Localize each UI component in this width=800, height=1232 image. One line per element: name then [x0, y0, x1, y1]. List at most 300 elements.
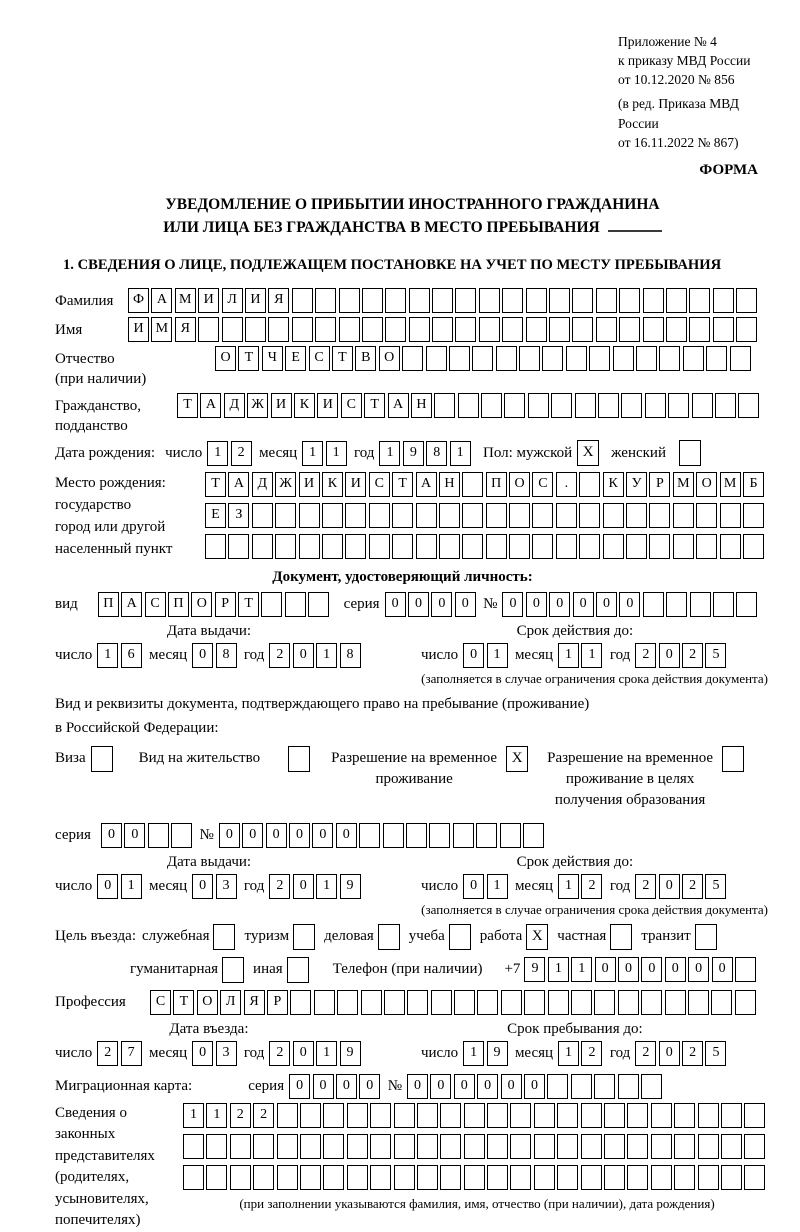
char-box[interactable]: 1: [558, 1041, 579, 1066]
char-box[interactable]: [245, 317, 266, 342]
char-box[interactable]: 0: [463, 643, 484, 668]
char-box[interactable]: [370, 1134, 391, 1159]
char-box[interactable]: К: [322, 472, 343, 497]
char-box[interactable]: [486, 503, 507, 528]
char-box[interactable]: [636, 346, 657, 371]
char-box[interactable]: [579, 472, 600, 497]
temp-residence-checkbox[interactable]: X: [506, 746, 528, 772]
char-box[interactable]: 0: [454, 1074, 475, 1099]
char-box[interactable]: 1: [97, 643, 118, 668]
char-box[interactable]: [299, 534, 320, 559]
char-box[interactable]: Т: [238, 346, 259, 371]
char-box[interactable]: [668, 393, 689, 418]
char-box[interactable]: 1: [581, 643, 602, 668]
char-box[interactable]: 2: [581, 1041, 602, 1066]
char-box[interactable]: 2: [682, 1041, 703, 1066]
temp-residence-edu-checkbox[interactable]: [722, 746, 744, 772]
char-box[interactable]: [519, 346, 540, 371]
char-box[interactable]: [500, 823, 521, 848]
char-box[interactable]: [369, 534, 390, 559]
char-box[interactable]: 3: [216, 874, 237, 899]
char-box[interactable]: И: [245, 288, 266, 313]
char-box[interactable]: 0: [659, 643, 680, 668]
char-box[interactable]: [534, 1134, 555, 1159]
char-box[interactable]: [337, 990, 358, 1015]
char-box[interactable]: [666, 592, 687, 617]
char-box[interactable]: [736, 317, 757, 342]
char-box[interactable]: [627, 1103, 648, 1128]
char-box[interactable]: 2: [635, 643, 656, 668]
char-box[interactable]: Л: [220, 990, 241, 1015]
char-box[interactable]: [621, 393, 642, 418]
char-box[interactable]: 2: [230, 1103, 251, 1128]
char-box[interactable]: [252, 503, 273, 528]
char-box[interactable]: 0: [463, 874, 484, 899]
char-box[interactable]: [735, 990, 756, 1015]
purpose-work-checkbox[interactable]: X: [526, 924, 548, 950]
char-box[interactable]: 1: [558, 874, 579, 899]
char-box[interactable]: 0: [430, 1074, 451, 1099]
char-box[interactable]: [394, 1103, 415, 1128]
char-box[interactable]: 1: [379, 441, 400, 466]
char-box[interactable]: [261, 592, 282, 617]
char-box[interactable]: [696, 503, 717, 528]
char-box[interactable]: [711, 990, 732, 1015]
char-box[interactable]: [627, 1165, 648, 1190]
char-box[interactable]: [594, 990, 615, 1015]
char-box[interactable]: С: [369, 472, 390, 497]
char-box[interactable]: 1: [206, 1103, 227, 1128]
char-box[interactable]: 0: [192, 1041, 213, 1066]
char-box[interactable]: [362, 317, 383, 342]
char-box[interactable]: 7: [121, 1041, 142, 1066]
sex-male-checkbox[interactable]: X: [577, 440, 599, 466]
char-box[interactable]: [339, 288, 360, 313]
char-box[interactable]: [183, 1165, 204, 1190]
char-box[interactable]: [359, 823, 380, 848]
char-box[interactable]: [472, 346, 493, 371]
char-box[interactable]: Р: [215, 592, 236, 617]
char-box[interactable]: [526, 288, 547, 313]
char-box[interactable]: 1: [326, 441, 347, 466]
char-box[interactable]: [618, 1074, 639, 1099]
char-box[interactable]: [698, 1134, 719, 1159]
purpose-study-checkbox[interactable]: [449, 924, 471, 950]
char-box[interactable]: [449, 346, 470, 371]
char-box[interactable]: 5: [705, 874, 726, 899]
char-box[interactable]: [394, 1134, 415, 1159]
char-box[interactable]: [464, 1134, 485, 1159]
char-box[interactable]: [510, 1103, 531, 1128]
char-box[interactable]: 1: [571, 957, 592, 982]
char-box[interactable]: 8: [340, 643, 361, 668]
char-box[interactable]: [645, 393, 666, 418]
char-box[interactable]: [665, 990, 686, 1015]
char-box[interactable]: 9: [340, 1041, 361, 1066]
char-box[interactable]: [743, 503, 764, 528]
char-box[interactable]: 0: [477, 1074, 498, 1099]
char-box[interactable]: [713, 592, 734, 617]
char-box[interactable]: Т: [392, 472, 413, 497]
char-box[interactable]: 2: [635, 1041, 656, 1066]
char-box[interactable]: [347, 1103, 368, 1128]
char-box[interactable]: [688, 990, 709, 1015]
char-box[interactable]: [510, 1134, 531, 1159]
char-box[interactable]: [510, 1165, 531, 1190]
char-box[interactable]: [532, 534, 553, 559]
char-box[interactable]: [402, 346, 423, 371]
char-box[interactable]: [462, 503, 483, 528]
char-box[interactable]: [362, 288, 383, 313]
char-box[interactable]: [659, 346, 680, 371]
char-box[interactable]: [392, 503, 413, 528]
char-box[interactable]: 1: [548, 957, 569, 982]
char-box[interactable]: [440, 1134, 461, 1159]
char-box[interactable]: [479, 317, 500, 342]
char-box[interactable]: [407, 990, 428, 1015]
char-box[interactable]: 0: [619, 592, 640, 617]
char-box[interactable]: 0: [266, 823, 287, 848]
char-box[interactable]: [394, 1165, 415, 1190]
char-box[interactable]: [720, 503, 741, 528]
char-box[interactable]: [651, 1165, 672, 1190]
char-box[interactable]: 0: [595, 957, 616, 982]
char-box[interactable]: [383, 823, 404, 848]
char-box[interactable]: А: [416, 472, 437, 497]
char-box[interactable]: 0: [293, 643, 314, 668]
char-box[interactable]: О: [215, 346, 236, 371]
char-box[interactable]: [277, 1103, 298, 1128]
char-box[interactable]: [713, 288, 734, 313]
char-box[interactable]: [481, 393, 502, 418]
char-box[interactable]: З: [228, 503, 249, 528]
char-box[interactable]: 0: [336, 1074, 357, 1099]
char-box[interactable]: .: [556, 472, 577, 497]
char-box[interactable]: [502, 317, 523, 342]
char-box[interactable]: Л: [222, 288, 243, 313]
char-box[interactable]: [476, 823, 497, 848]
char-box[interactable]: [502, 288, 523, 313]
char-box[interactable]: 0: [293, 874, 314, 899]
char-box[interactable]: С: [341, 393, 362, 418]
char-box[interactable]: [455, 317, 476, 342]
char-box[interactable]: 0: [665, 957, 686, 982]
char-box[interactable]: А: [388, 393, 409, 418]
char-box[interactable]: Б: [743, 472, 764, 497]
char-box[interactable]: 1: [302, 441, 323, 466]
char-box[interactable]: 0: [192, 643, 213, 668]
char-box[interactable]: [455, 288, 476, 313]
char-box[interactable]: [268, 317, 289, 342]
char-box[interactable]: [692, 393, 713, 418]
char-box[interactable]: [406, 823, 427, 848]
char-box[interactable]: 1: [487, 643, 508, 668]
char-box[interactable]: 8: [216, 643, 237, 668]
char-box[interactable]: 2: [269, 643, 290, 668]
char-box[interactable]: [526, 317, 547, 342]
visa-checkbox[interactable]: [91, 746, 113, 772]
char-box[interactable]: [557, 1165, 578, 1190]
char-box[interactable]: [641, 990, 662, 1015]
char-box[interactable]: [486, 534, 507, 559]
char-box[interactable]: М: [673, 472, 694, 497]
char-box[interactable]: 0: [385, 592, 406, 617]
char-box[interactable]: [339, 317, 360, 342]
char-box[interactable]: [439, 534, 460, 559]
char-box[interactable]: [549, 288, 570, 313]
char-box[interactable]: [198, 317, 219, 342]
char-box[interactable]: [594, 1074, 615, 1099]
char-box[interactable]: [308, 592, 329, 617]
char-box[interactable]: [462, 534, 483, 559]
char-box[interactable]: [347, 1165, 368, 1190]
char-box[interactable]: Р: [649, 472, 670, 497]
char-box[interactable]: 1: [121, 874, 142, 899]
char-box[interactable]: А: [228, 472, 249, 497]
char-box[interactable]: [230, 1134, 251, 1159]
char-box[interactable]: Т: [173, 990, 194, 1015]
char-box[interactable]: [626, 534, 647, 559]
char-box[interactable]: 2: [682, 643, 703, 668]
char-box[interactable]: Т: [332, 346, 353, 371]
sex-female-checkbox[interactable]: [679, 440, 701, 466]
char-box[interactable]: Ж: [247, 393, 268, 418]
char-box[interactable]: [689, 288, 710, 313]
char-box[interactable]: [643, 288, 664, 313]
char-box[interactable]: 9: [524, 957, 545, 982]
char-box[interactable]: С: [150, 990, 171, 1015]
char-box[interactable]: [275, 503, 296, 528]
char-box[interactable]: А: [200, 393, 221, 418]
char-box[interactable]: [315, 288, 336, 313]
char-box[interactable]: [509, 534, 530, 559]
char-box[interactable]: П: [98, 592, 119, 617]
char-box[interactable]: [720, 534, 741, 559]
char-box[interactable]: 0: [596, 592, 617, 617]
char-box[interactable]: [674, 1103, 695, 1128]
char-box[interactable]: [534, 1165, 555, 1190]
char-box[interactable]: К: [294, 393, 315, 418]
char-box[interactable]: [148, 823, 169, 848]
char-box[interactable]: 6: [121, 643, 142, 668]
char-box[interactable]: 0: [688, 957, 709, 982]
char-box[interactable]: [651, 1134, 672, 1159]
char-box[interactable]: 9: [487, 1041, 508, 1066]
char-box[interactable]: [479, 288, 500, 313]
char-box[interactable]: 0: [293, 1041, 314, 1066]
char-box[interactable]: [604, 1103, 625, 1128]
char-box[interactable]: 0: [526, 592, 547, 617]
char-box[interactable]: Е: [285, 346, 306, 371]
char-box[interactable]: [206, 1165, 227, 1190]
char-box[interactable]: [501, 990, 522, 1015]
char-box[interactable]: [715, 393, 736, 418]
char-box[interactable]: [730, 346, 751, 371]
char-box[interactable]: 0: [455, 592, 476, 617]
char-box[interactable]: [345, 503, 366, 528]
char-box[interactable]: [572, 317, 593, 342]
char-box[interactable]: Ф: [128, 288, 149, 313]
char-box[interactable]: 5: [705, 643, 726, 668]
purpose-humanitarian-checkbox[interactable]: [222, 957, 244, 983]
char-box[interactable]: [649, 534, 670, 559]
char-box[interactable]: 0: [101, 823, 122, 848]
char-box[interactable]: [314, 990, 335, 1015]
char-box[interactable]: [409, 288, 430, 313]
purpose-private-checkbox[interactable]: [610, 924, 632, 950]
char-box[interactable]: 1: [316, 643, 337, 668]
char-box[interactable]: [454, 990, 475, 1015]
char-box[interactable]: [666, 288, 687, 313]
char-box[interactable]: [417, 1165, 438, 1190]
char-box[interactable]: [579, 503, 600, 528]
char-box[interactable]: [504, 393, 525, 418]
char-box[interactable]: [551, 393, 572, 418]
char-box[interactable]: 0: [501, 1074, 522, 1099]
char-box[interactable]: [556, 534, 577, 559]
char-box[interactable]: 1: [316, 1041, 337, 1066]
char-box[interactable]: [440, 1103, 461, 1128]
char-box[interactable]: 0: [502, 592, 523, 617]
char-box[interactable]: [370, 1103, 391, 1128]
char-box[interactable]: [683, 346, 704, 371]
char-box[interactable]: [299, 503, 320, 528]
char-box[interactable]: [571, 1074, 592, 1099]
char-box[interactable]: [575, 393, 596, 418]
char-box[interactable]: 0: [573, 592, 594, 617]
char-box[interactable]: [547, 1074, 568, 1099]
char-box[interactable]: 0: [408, 592, 429, 617]
char-box[interactable]: [464, 1103, 485, 1128]
char-box[interactable]: М: [151, 317, 172, 342]
char-box[interactable]: [409, 317, 430, 342]
char-box[interactable]: [252, 534, 273, 559]
char-box[interactable]: [589, 346, 610, 371]
char-box[interactable]: [323, 1134, 344, 1159]
char-box[interactable]: [453, 823, 474, 848]
char-box[interactable]: [487, 1134, 508, 1159]
char-box[interactable]: [619, 317, 640, 342]
purpose-other-checkbox[interactable]: [287, 957, 309, 983]
char-box[interactable]: 0: [407, 1074, 428, 1099]
char-box[interactable]: [744, 1134, 765, 1159]
char-box[interactable]: [626, 503, 647, 528]
char-box[interactable]: [253, 1165, 274, 1190]
char-box[interactable]: [228, 534, 249, 559]
char-box[interactable]: И: [128, 317, 149, 342]
purpose-transit-checkbox[interactable]: [695, 924, 717, 950]
char-box[interactable]: [323, 1165, 344, 1190]
char-box[interactable]: [477, 990, 498, 1015]
char-box[interactable]: 0: [289, 823, 310, 848]
char-box[interactable]: 0: [431, 592, 452, 617]
char-box[interactable]: И: [345, 472, 366, 497]
char-box[interactable]: 2: [269, 1041, 290, 1066]
char-box[interactable]: [721, 1134, 742, 1159]
char-box[interactable]: А: [151, 288, 172, 313]
residence-permit-checkbox[interactable]: [288, 746, 310, 772]
char-box[interactable]: 0: [712, 957, 733, 982]
char-box[interactable]: [618, 990, 639, 1015]
char-box[interactable]: [487, 1103, 508, 1128]
char-box[interactable]: [230, 1165, 251, 1190]
char-box[interactable]: О: [509, 472, 530, 497]
char-box[interactable]: 0: [659, 874, 680, 899]
char-box[interactable]: [431, 990, 452, 1015]
char-box[interactable]: А: [121, 592, 142, 617]
char-box[interactable]: Д: [252, 472, 273, 497]
char-box[interactable]: 0: [219, 823, 240, 848]
char-box[interactable]: [649, 503, 670, 528]
char-box[interactable]: [534, 1103, 555, 1128]
char-box[interactable]: [673, 534, 694, 559]
char-box[interactable]: И: [299, 472, 320, 497]
char-box[interactable]: 0: [641, 957, 662, 982]
char-box[interactable]: 0: [124, 823, 145, 848]
char-box[interactable]: 0: [289, 1074, 310, 1099]
char-box[interactable]: [171, 823, 192, 848]
char-box[interactable]: 2: [682, 874, 703, 899]
char-box[interactable]: М: [720, 472, 741, 497]
char-box[interactable]: 9: [340, 874, 361, 899]
char-box[interactable]: [673, 503, 694, 528]
char-box[interactable]: [509, 503, 530, 528]
char-box[interactable]: [613, 346, 634, 371]
char-box[interactable]: 0: [192, 874, 213, 899]
char-box[interactable]: [579, 534, 600, 559]
char-box[interactable]: [744, 1103, 765, 1128]
char-box[interactable]: [487, 1165, 508, 1190]
char-box[interactable]: [744, 1165, 765, 1190]
char-box[interactable]: [440, 1165, 461, 1190]
char-box[interactable]: [300, 1134, 321, 1159]
char-box[interactable]: 0: [359, 1074, 380, 1099]
char-box[interactable]: [315, 317, 336, 342]
char-box[interactable]: [429, 823, 450, 848]
char-box[interactable]: [604, 1134, 625, 1159]
char-box[interactable]: [566, 346, 587, 371]
char-box[interactable]: [581, 1134, 602, 1159]
purpose-tourism-checkbox[interactable]: [293, 924, 315, 950]
char-box[interactable]: [277, 1134, 298, 1159]
char-box[interactable]: [598, 393, 619, 418]
char-box[interactable]: М: [175, 288, 196, 313]
char-box[interactable]: [385, 317, 406, 342]
char-box[interactable]: [462, 472, 483, 497]
char-box[interactable]: Я: [244, 990, 265, 1015]
char-box[interactable]: [392, 534, 413, 559]
char-box[interactable]: [651, 1103, 672, 1128]
char-box[interactable]: 2: [97, 1041, 118, 1066]
char-box[interactable]: [557, 1134, 578, 1159]
char-box[interactable]: 0: [549, 592, 570, 617]
char-box[interactable]: 1: [487, 874, 508, 899]
char-box[interactable]: И: [271, 393, 292, 418]
char-box[interactable]: С: [532, 472, 553, 497]
char-box[interactable]: [696, 534, 717, 559]
char-box[interactable]: [690, 592, 711, 617]
char-box[interactable]: [361, 990, 382, 1015]
char-box[interactable]: [604, 1165, 625, 1190]
char-box[interactable]: [345, 534, 366, 559]
char-box[interactable]: 0: [524, 1074, 545, 1099]
char-box[interactable]: Д: [224, 393, 245, 418]
char-box[interactable]: О: [191, 592, 212, 617]
char-box[interactable]: К: [603, 472, 624, 497]
char-box[interactable]: [689, 317, 710, 342]
char-box[interactable]: [603, 534, 624, 559]
char-box[interactable]: [571, 990, 592, 1015]
